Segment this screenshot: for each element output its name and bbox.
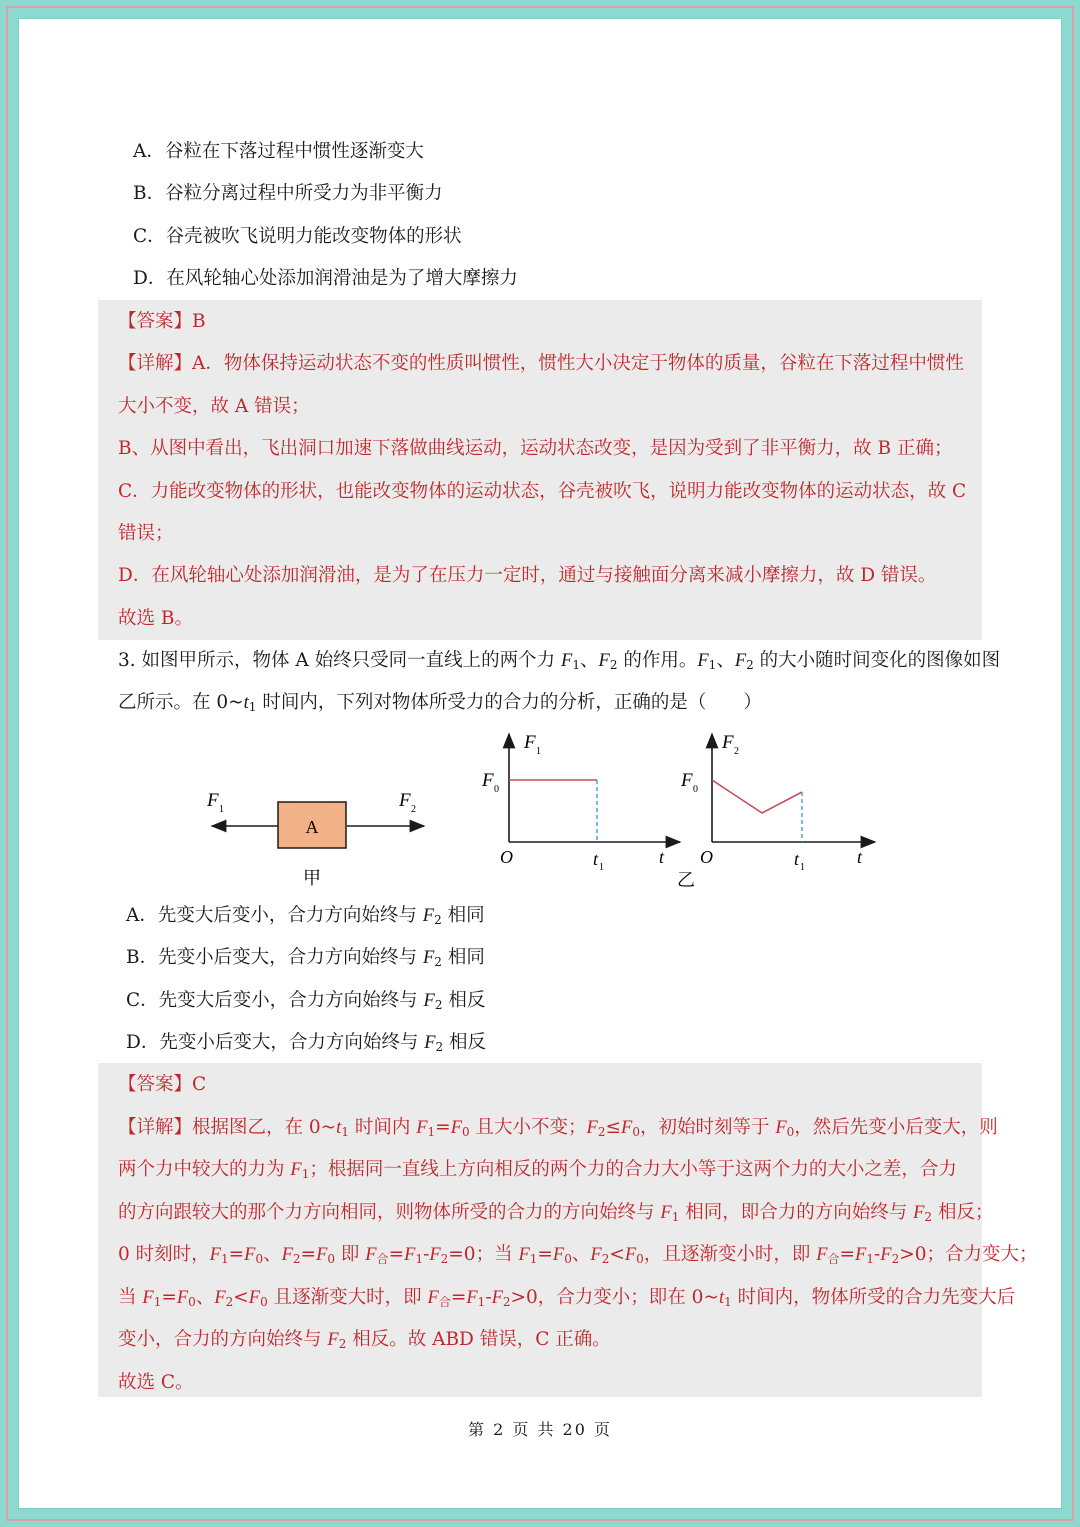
caption-jia: 甲	[303, 868, 321, 888]
q3-detail-line: 两个力中较大的力为 $F_1$；根据同一直线上方向相反的两个力的合力大小等于这两个力的大小之差，合力	[118, 1159, 957, 1181]
graph2-f0-label: F	[681, 770, 693, 791]
q2-option-b: B．谷粒分离过程中所受力为非平衡力	[133, 183, 443, 204]
block-a-label: A	[305, 817, 319, 837]
page-footer: 第 2 页 共 20 页	[468, 1420, 612, 1439]
graph2-f2-line	[712, 780, 802, 813]
graph1-t-axis-label: t	[659, 847, 665, 867]
q2-detail-line: D．在风轮轴心处添加润滑油，是为了在压力一定时，通过与接触面分离来减小摩擦力，故 D 错误。	[118, 565, 937, 586]
graph2-t1-label: t	[794, 849, 800, 869]
q2-detail-line: 故选 B。	[118, 608, 193, 629]
graph1-f0-sub: 0	[494, 784, 499, 795]
q3-answer: 【答案】C	[118, 1074, 207, 1095]
graph2-t1-sub: 1	[800, 862, 805, 873]
graph-f1	[481, 732, 680, 873]
graph2-y-sub: 2	[734, 746, 739, 757]
graph2-f0-sub: 0	[693, 784, 698, 795]
q2-detail-line: 错误；	[118, 523, 174, 544]
f2-label: F	[399, 790, 411, 811]
q3-detail-line: 0 时刻时，$F_1=F_0$、$F_2=F_0$ 即 $F_合=F_1-F_2=0$；当 $F_1=F_0$、$F_2<F_0$，且逐渐变小时，即 $F_合=F_1-F_2>0$；合力变大；	[118, 1244, 1038, 1266]
q2-option-c: C．谷壳被吹飞说明力能改变物体的形状	[133, 226, 462, 247]
q2-answer: 【答案】B	[118, 311, 206, 332]
q3-option-d: D．先变小后变大，合力方向始终与 $F_2$ 相反	[126, 1032, 487, 1054]
graph2-y-label: F	[722, 732, 734, 753]
f1-sub: 1	[219, 804, 224, 815]
f2-sub: 2	[411, 804, 416, 815]
q3-detail-line: 故选 C。	[118, 1372, 194, 1393]
caption-yi: 乙	[677, 870, 695, 890]
f1-label: F	[207, 790, 219, 811]
q2-detail-line: B、从图中看出，飞出洞口加速下落做曲线运动，运动状态改变，是因为受到了非平衡力，故 B 正确；	[118, 438, 953, 459]
graph-f2	[680, 732, 875, 873]
graph1-f0-label: F	[482, 770, 494, 791]
graph1-y-label: F	[524, 732, 536, 753]
q3-detail-line: 变小，合力的方向始终与 $F_2$ 相反。故 ABD 错误，C 正确。	[118, 1329, 611, 1351]
q3-detail-line: 当 $F_1=F_0$、$F_2<F_0$ 且逐渐变大时，即 $F_合=F_1-F_2>0$，合力变小；即在 $0\sim t_1$ 时间内，物体所受的合力先变大后	[118, 1287, 1016, 1309]
q3-option-b: B．先变小后变大，合力方向始终与 $F_2$ 相同	[126, 947, 485, 969]
q2-option-a: A．谷粒在下落过程中惯性逐渐变大	[133, 141, 424, 162]
q2-detail-line: 【详解】A．物体保持运动状态不变的性质叫惯性，惯性大小决定于物体的质量，谷粒在下落过程中惯性	[118, 353, 964, 374]
q3-stem-line1: 3. 如图甲所示，物体 A 始终只受同一直线上的两个力 $F_1$、$F_2$ 的作用。$F_1$、$F_2$ 的大小随时间变化的图像如图	[118, 650, 1001, 672]
graph2-origin: O	[700, 847, 713, 867]
graph2-t-axis-label: t	[857, 847, 863, 867]
q3-detail-line: 【详解】根据图乙，在 $0\sim t_1$ 时间内 $F_1=F_0$ 且大小不变；$F_2\le F_0$，初始时刻等于 $F_0$，然后先变小后变大，则	[118, 1117, 998, 1139]
q2-detail-line: 大小不变，故 A 错误；	[118, 396, 310, 417]
graph1-y-sub: 1	[536, 746, 541, 757]
q2-answer-band	[98, 300, 982, 640]
q3-figure	[0, 720, 1080, 920]
q2-detail-line: C．力能改变物体的形状，也能改变物体的运动状态，谷壳被吹飞，说明力能改变物体的运动状态，故 C	[118, 481, 967, 502]
q3-detail-line: 的方向跟较大的那个力方向相同，则物体所受的合力的方向始终与 $F_1$ 相同，即合力的方向始终与 $F_2$ 相反；	[118, 1202, 994, 1224]
q2-option-d: D．在风轮轴心处添加润滑油是为了增大摩擦力	[133, 268, 518, 289]
q3-option-a: A．先变大后变小，合力方向始终与 $F_2$ 相同	[126, 905, 485, 927]
q3-option-c: C．先变大后变小，合力方向始终与 $F_2$ 相反	[126, 990, 486, 1012]
graph1-t1-label: t	[593, 849, 599, 869]
graph1-t1-sub: 1	[599, 862, 604, 873]
figure-jia	[206, 790, 424, 888]
graph1-origin: O	[500, 847, 513, 867]
q3-stem-line2: 乙所示。在 $0\sim t_1$ 时间内，下列对物体所受力的合力的分析，正确的是（ ）	[118, 692, 762, 714]
